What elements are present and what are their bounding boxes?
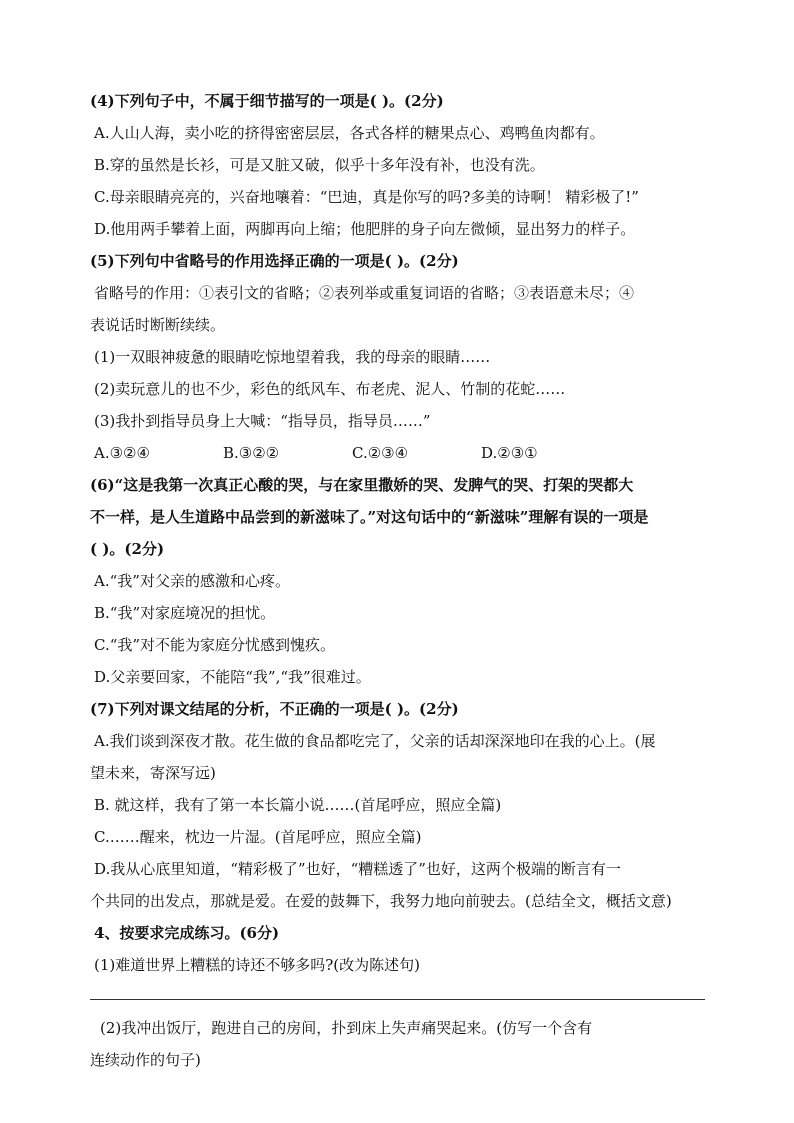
q7-option-d-line2: 个共同的出发点，那就是爱。在爱的鼓舞下，我努力地向前驶去。(总结全文，概括文意) (90, 892, 672, 910)
q6-stem-line2: 不一样，是人生道路中品尝到的新滋味了。”对这句话中的“新滋味”理解有误的一项是 (90, 508, 649, 526)
q6-option-d: D.父亲要回家，不能陪“我”,“我”很难过。 (94, 668, 371, 686)
section4-prompt-1: (1)难道世界上糟糕的诗还不够多吗?(改为陈述句) (94, 956, 420, 974)
q7-option-a-line2: 望未来，寄深写远) (90, 764, 216, 782)
q5-note-line1: 省略号的作用：①表引文的省略；②表列举或重复词语的省略；③表语意未尽；④ (94, 284, 635, 302)
q6-option-c: C.“我”对不能为家庭分忧感到愧疚。 (94, 636, 336, 654)
q5-option-d: D.②③① (481, 444, 538, 462)
q5-sentence-1: (1)一双眼神疲惫的眼睛吃惊地望着我，我的母亲的眼睛…… (94, 348, 491, 366)
q4-option-a: A.人山人海，卖小吃的挤得密密层层，各式各样的糖果点心、鸡鸭鱼肉都有。 (94, 124, 605, 142)
q7-option-c: C.……醒来，枕边一片湿。(首尾呼应，照应全篇) (94, 828, 422, 846)
section4-title: 4、按要求完成练习。(6分) (94, 924, 280, 942)
q4-option-c: C.母亲眼睛亮亮的，兴奋地嚷着：“巴迪，真是你写的吗?多美的诗啊！ 精彩极了!” (94, 188, 639, 206)
q4-stem: (4)下列句子中，不属于细节描写的一项是( )。(2分) (90, 92, 444, 110)
section4-prompt-2-line1: (2)我冲出饭厅，跑进自己的房间，扑到床上失声痛哭起来。(仿写一个含有 (100, 1019, 593, 1037)
q4-option-b: B.穿的虽然是长衫，可是又脏又破，似乎十多年没有补，也没有洗。 (94, 156, 545, 174)
q5-option-b: B.③②② (223, 444, 280, 462)
q6-stem-line3: ( )。(2分) (90, 540, 165, 558)
q5-note-line2: 表说话时断断续续。 (90, 316, 226, 334)
answer-line[interactable] (90, 999, 705, 1000)
q6-option-a: A.“我”对父亲的感激和心疼。 (94, 572, 290, 590)
q5-options (90, 437, 706, 469)
q4-option-d: D.他用两手攀着上面，两脚再向上缩；他肥胖的身子向左微倾，显出努力的样子。 (94, 220, 636, 238)
q7-option-a-line1: A.我们谈到深夜才散。花生做的食品都吃完了，父亲的话却深深地印在我的心上。(展 (94, 732, 656, 750)
q7-option-d-line1: D.我从心底里知道，“精彩极了”也好，“糟糕透了”也好，这两个极端的断言有一 (94, 860, 621, 878)
q5-option-a: A.③②④ (94, 444, 150, 462)
section4-prompt-2-line2: 连续动作的句子) (90, 1051, 201, 1069)
q7-option-b: B. 就这样，我有了第一本长篇小说……(首尾呼应，照应全篇) (94, 796, 502, 814)
q6-option-b: B.“我”对家庭境况的担忧。 (94, 604, 276, 622)
q5-sentence-3: (3)我扑到指导员身上大喊：“指导员，指导员……” (94, 412, 431, 430)
q5-sentence-2: (2)卖玩意儿的也不少，彩色的纸风车、布老虎、泥人、竹制的花蛇…… (94, 380, 566, 398)
q5-option-c: C.②③④ (352, 444, 409, 462)
q5-stem: (5)下列句中省略号的作用选择正确的一项是( )。(2分) (90, 252, 459, 270)
q7-stem: (7)下列对课文结尾的分析，不正确的一项是( )。(2分) (90, 700, 459, 718)
q6-stem-line1: (6)“这是我第一次真正心酸的哭，与在家里撒娇的哭、发脾气的哭、打架的哭都大 (90, 476, 634, 494)
